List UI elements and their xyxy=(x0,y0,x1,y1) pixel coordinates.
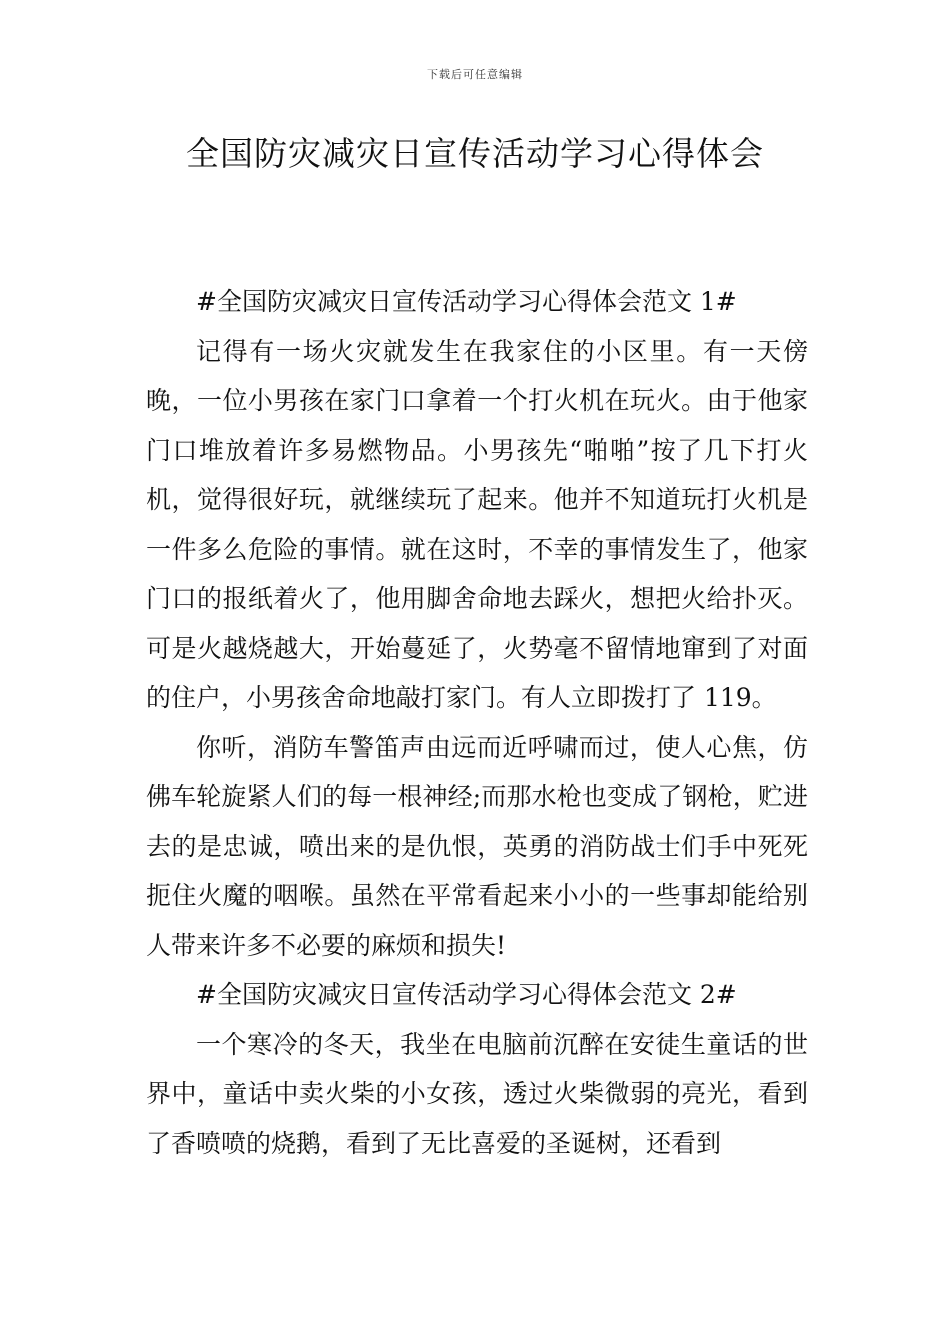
section-heading-2: #全国防灾减灾日宣传活动学习心得体会范文 2# xyxy=(196,980,737,1009)
paragraph: 一个寒冷的冬天，我坐在电脑前沉醉在安徒生童话的世界中，童话中卖火柴的小女孩，透过火柴微弱的亮光，看到了香喷喷的烧鹅，看到了无比喜爱的圣诞树，还看到 xyxy=(146,1029,808,1158)
header-note: 下载后可任意编辑 xyxy=(427,68,523,81)
document-body xyxy=(146,277,808,1168)
paragraph: 你听，消防车警笛声由远而近呼啸而过，使人心焦，仿佛车轮旋紧人们的每一根神经;而那水枪也变成了钢枪，贮进去的是忠诚，喷出来的是仇恨，英勇的消防战士们手中死死扼住火魔的咽喉。虽然在平常看起来小小的一些事却能给别人带来许多不必要的麻烦和损失! xyxy=(146,732,808,960)
section-heading-1: #全国防灾减灾日宣传活动学习心得体会范文 1# xyxy=(196,287,737,316)
paragraph: 记得有一场火灾就发生在我家住的小区里。有一天傍晚，一位小男孩在家门口拿着一个打火机在玩火。由于他家门口堆放着许多易燃物品。小男孩先“啪啪”按了几下打火机，觉得很好玩，就继续玩了起来。他并不知道玩打火机是一件多么危险的事情。就在这时，不幸的事情发生了，他家门口的报纸着火了，他用脚舍命地去踩火，想把火给扑灭。可是火越烧越大，开始蔓延了，火势毫不留情地窜到了对面的住户，小男孩舍命地敲打家门。有人立即拨打了 119。 xyxy=(146,336,808,712)
document-title: 全国防灾减灾日宣传活动学习心得体会 xyxy=(186,134,764,173)
